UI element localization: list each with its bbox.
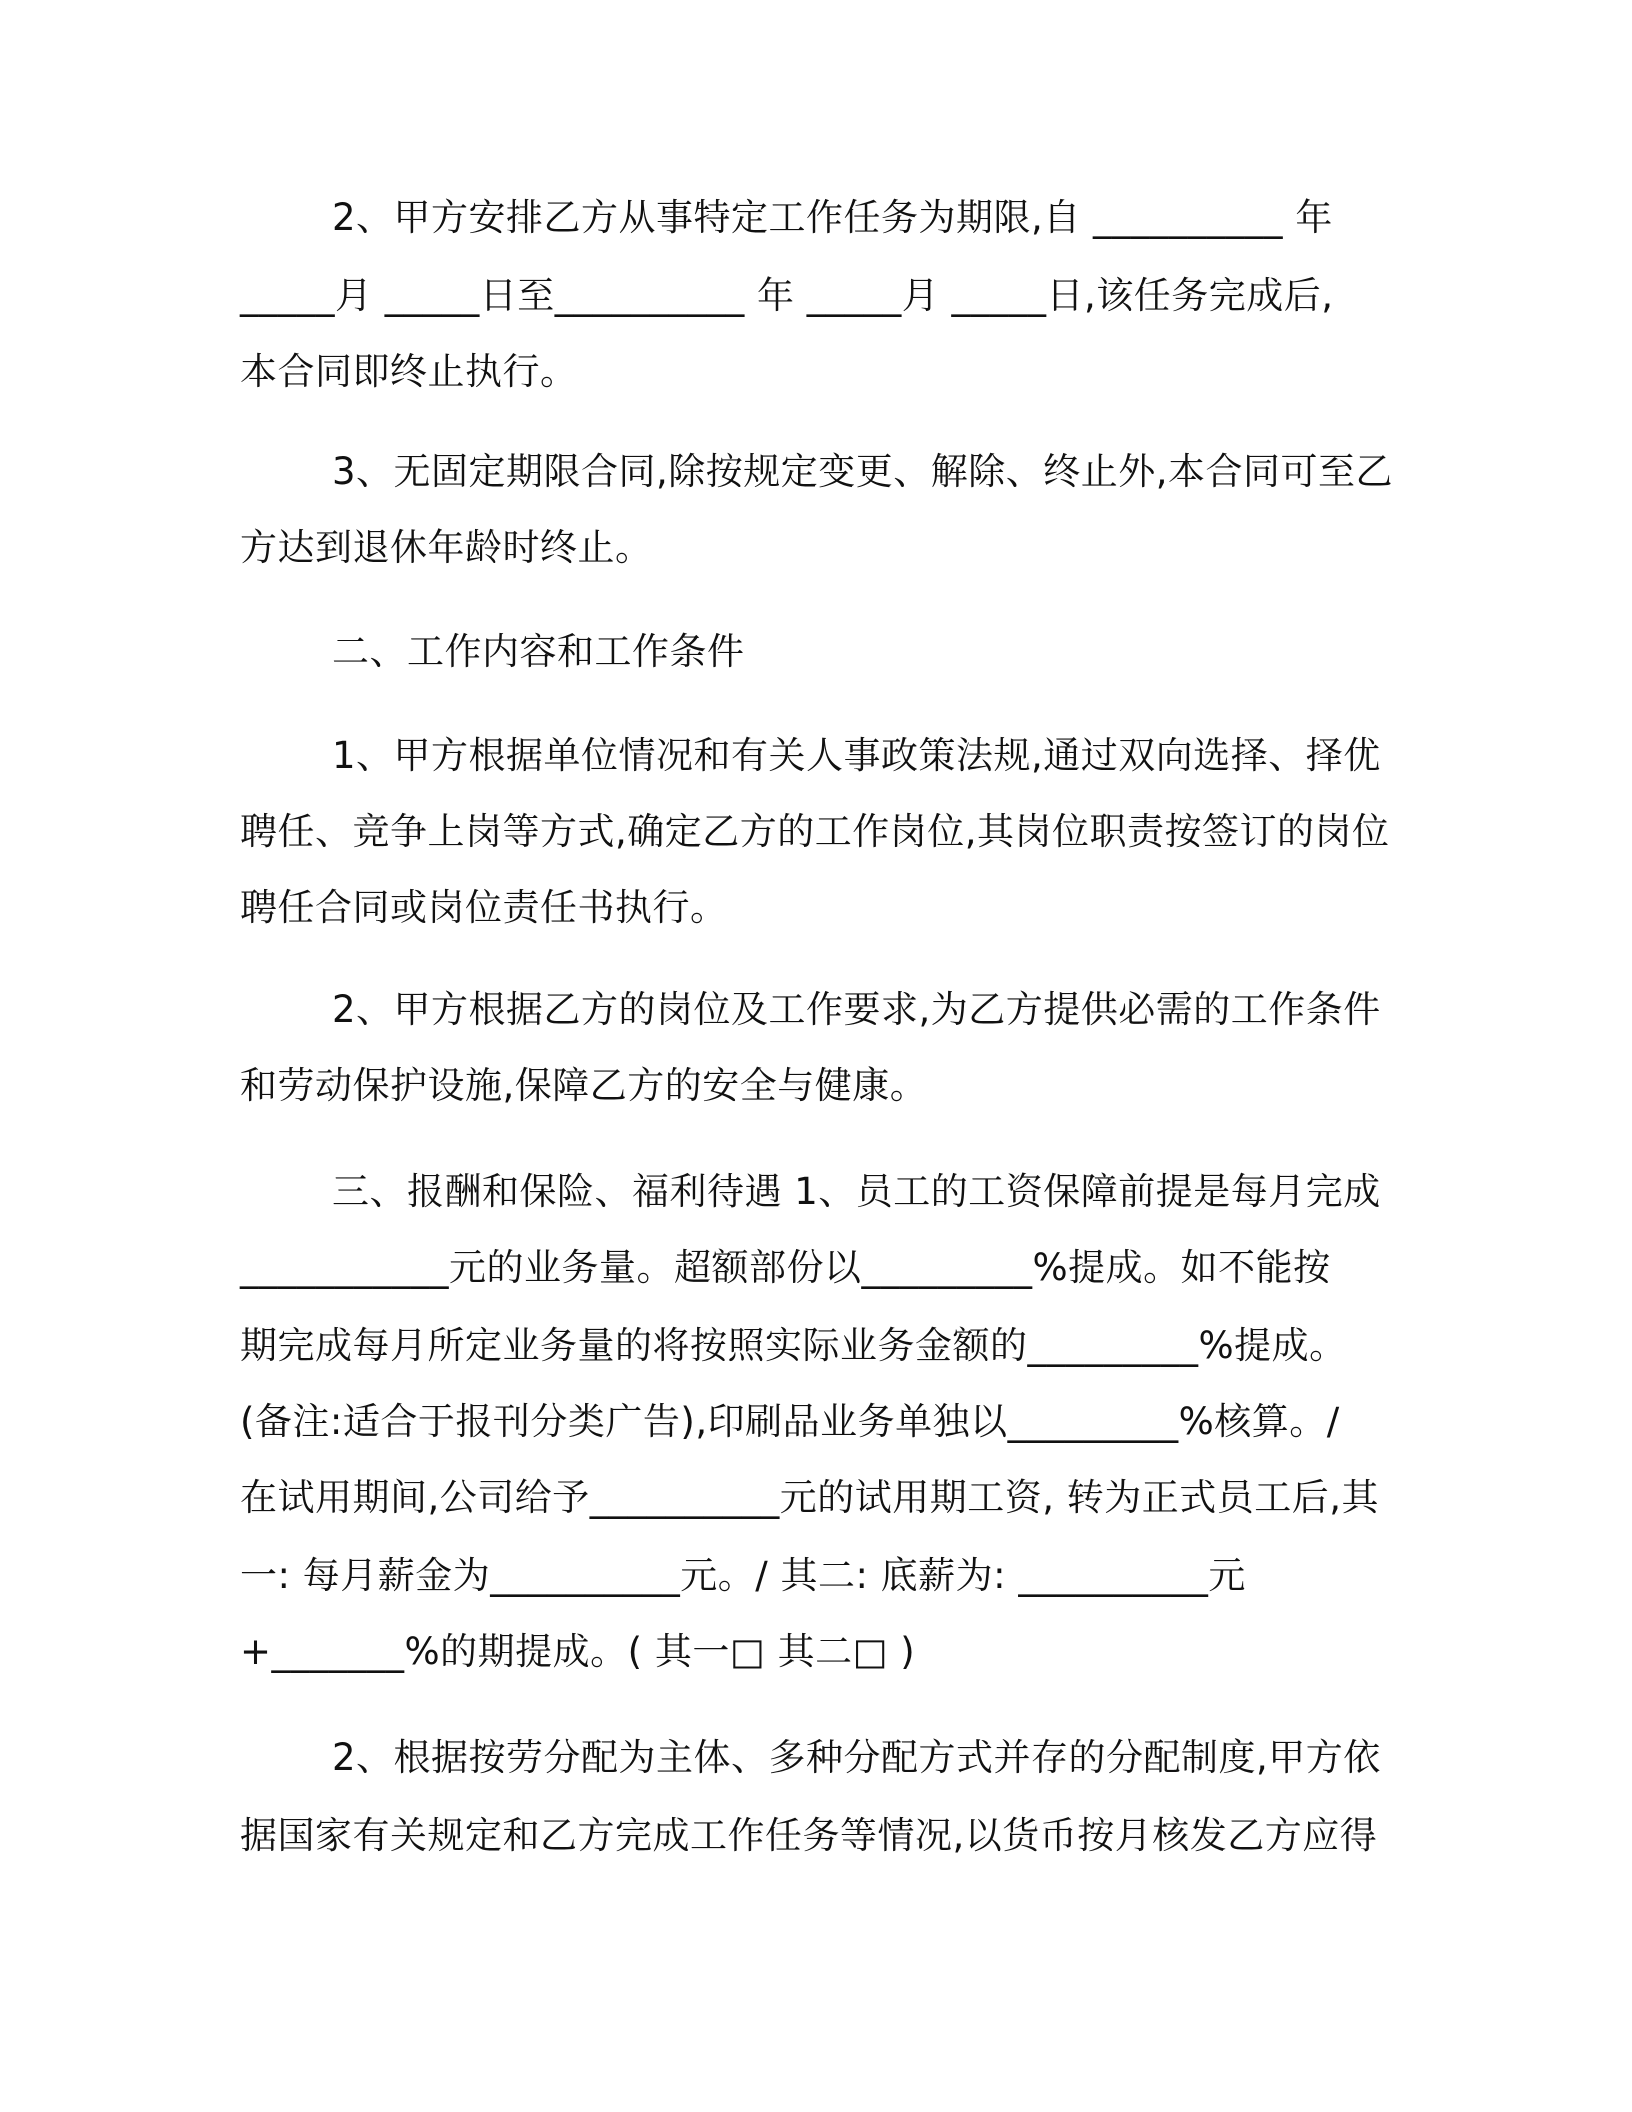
paragraph-line: 2、甲方根据乙方的岗位及工作要求,为乙方提供必需的工作条件	[332, 988, 1381, 1031]
paragraph-line: _____月 _____日至__________ 年 _____月 _____日,该任务完成后,	[240, 274, 1334, 317]
paragraph-line: 三、报酬和保险、福利待遇 1、员工的工资保障前提是每月完成	[332, 1170, 1381, 1213]
paragraph-line: 聘任、竞争上岗等方式,确定乙方的工作岗位,其岗位职责按签订的岗位	[240, 810, 1390, 853]
paragraph-line: ___________元的业务量。超额部份以_________%提成。如不能按	[240, 1246, 1331, 1289]
paragraph-line: 和劳动保护设施,保障乙方的安全与健康。	[240, 1064, 928, 1107]
paragraph-line: 聘任合同或岗位责任书执行。	[240, 886, 728, 929]
paragraph-line: 期完成每月所定业务量的将按照实际业务金额的_________%提成。	[240, 1324, 1347, 1367]
paragraph-line: 在试用期间,公司给予__________元的试用期工资, 转为正式员工后,其	[240, 1476, 1380, 1519]
paragraph-line: +_______%的期提成。( 其一□ 其二□ )	[240, 1630, 916, 1673]
paragraph-line: 3、无固定期限合同,除按规定变更、解除、终止外,本合同可至乙	[332, 450, 1394, 493]
paragraph-line: 一: 每月薪金为__________元。/ 其二: 底薪为: __________元	[240, 1554, 1246, 1597]
section-heading: 二、工作内容和工作条件	[332, 630, 745, 673]
paragraph-line: 据国家有关规定和乙方完成工作任务等情况,以货币按月核发乙方应得	[240, 1814, 1378, 1857]
paragraph-line: 2、甲方安排乙方从事特定工作任务为期限,自 __________ 年	[332, 196, 1333, 239]
paragraph-line: 2、根据按劳分配为主体、多种分配方式并存的分配制度,甲方依	[332, 1736, 1381, 1779]
paragraph-line: 1、甲方根据单位情况和有关人事政策法规,通过双向选择、择优	[332, 734, 1381, 777]
paragraph-line: 本合同即终止执行。	[240, 350, 578, 393]
paragraph-line: 方达到退休年龄时终止。	[240, 526, 653, 569]
paragraph-line: (备注:适合于报刊分类广告),印刷品业务单独以_________%核算。/	[240, 1400, 1340, 1443]
